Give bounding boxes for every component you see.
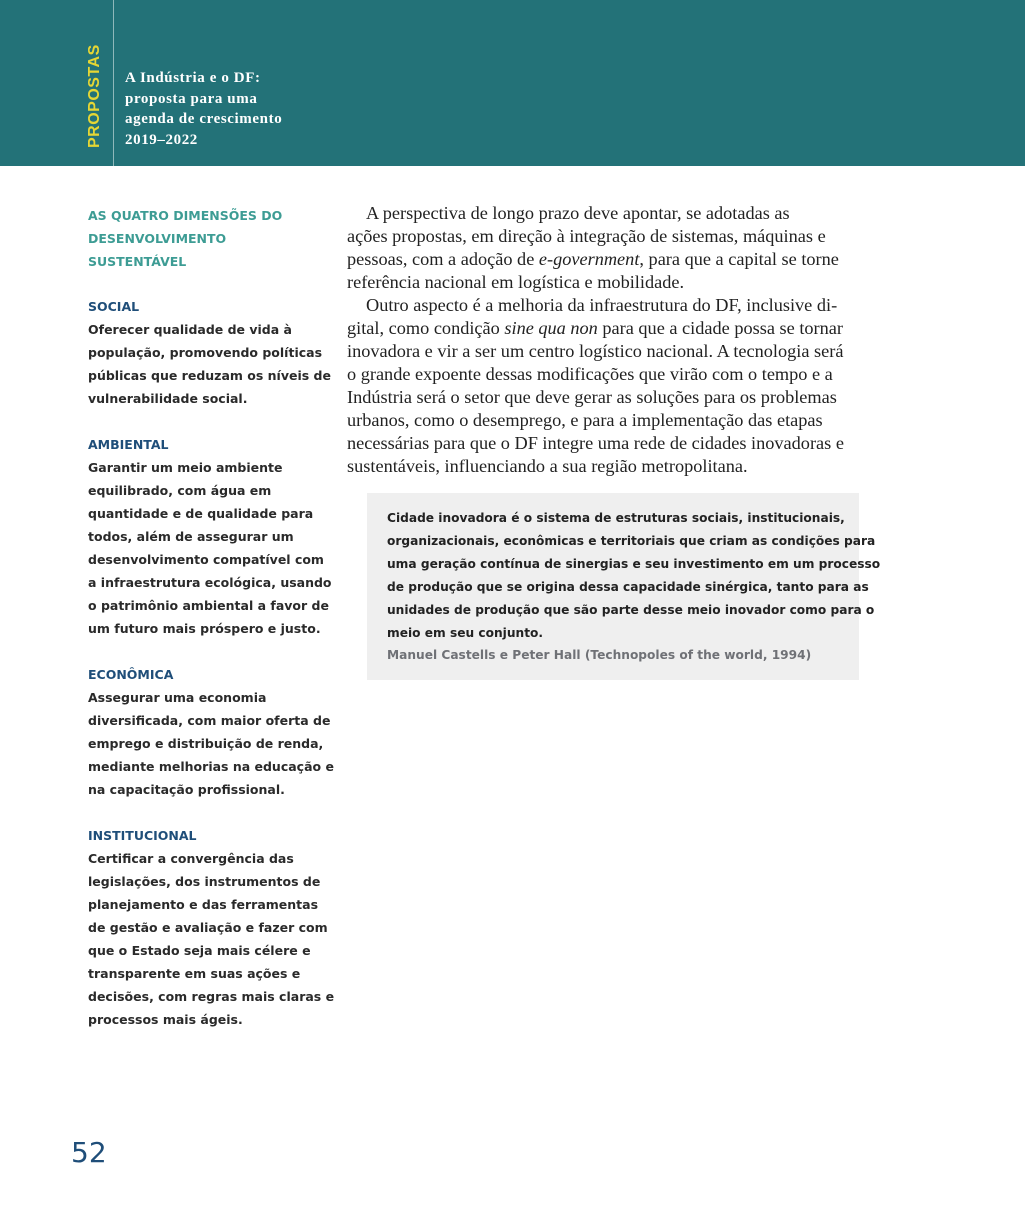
text-line: a infraestrutura ecológica, usando — [88, 575, 332, 590]
main-body-text — [347, 202, 857, 478]
quote-line: unidades de produção que são parte desse meio inovador como para o — [387, 603, 875, 617]
dimension-economica — [88, 663, 334, 801]
dimension-text — [88, 686, 334, 801]
text-line: Garantir um meio ambiente — [88, 460, 283, 475]
title-line: A Indústria e o DF: — [125, 70, 261, 86]
page-number: 52 — [71, 1136, 107, 1169]
text-line: transparente em suas ações e — [88, 966, 301, 981]
text-line: A perspectiva de longo prazo deve apontar, se adotadas as — [366, 203, 790, 223]
quote-text — [387, 507, 880, 645]
dimension-title: SOCIAL — [88, 299, 140, 314]
text-line: na capacitação profissional. — [88, 782, 285, 797]
sidebar-heading — [88, 204, 320, 273]
sidebar-heading-line: DESENVOLVIMENTO SUSTENTÁVEL — [88, 231, 227, 269]
text-line: sustentáveis, influenciando a sua região metropolitana. — [347, 456, 748, 476]
dimension-institucional — [88, 824, 335, 1031]
text-line: processos mais ágeis. — [88, 1012, 243, 1027]
paragraph-1 — [347, 202, 857, 294]
text-line: emprego e distribuição de renda, — [88, 736, 324, 751]
text-line: Certificar a convergência das — [88, 851, 294, 866]
text-line: o patrimônio ambiental a favor de — [88, 598, 329, 613]
title-line: 2019–2022 — [125, 131, 198, 148]
text-line: Assegurar uma economia — [88, 690, 267, 705]
sidebar-heading-line: AS QUATRO DIMENSÕES DO — [88, 208, 283, 223]
text-line: diversificada, com maior oferta de — [88, 713, 331, 728]
text-line: todos, além de assegurar um — [88, 529, 294, 544]
text-line: quantidade e de qualidade para — [88, 506, 314, 521]
dimension-ambiental — [88, 433, 332, 640]
text-line — [347, 317, 857, 340]
text-line: Oferecer qualidade de vida à — [88, 322, 292, 337]
text-line: que o Estado seja mais célere e — [88, 943, 311, 958]
text-line: Indústria será o setor que deve gerar as soluções para os problemas — [347, 387, 837, 407]
italic-term: e-government — [538, 249, 640, 269]
text-line: planejamento e das ferramentas — [88, 897, 319, 912]
quote-source: Manuel Castells e Peter Hall (Technopoles of the world, 1994) — [387, 648, 812, 662]
text-line: referência nacional em logística e mobilidade. — [347, 272, 685, 292]
header-band — [0, 0, 1025, 166]
dimension-title: ECONÔMICA — [88, 667, 174, 682]
dimension-title: INSTITUCIONAL — [88, 828, 197, 843]
dimension-text — [88, 456, 332, 640]
sidebar-dimensions — [88, 204, 335, 1054]
text-line: inovadora e vir a ser um centro logístico nacional. A tecnologia será — [347, 341, 844, 361]
dimension-social — [88, 295, 331, 410]
italic-term: sine qua non — [504, 318, 598, 338]
text-line: decisões, com regras mais claras e — [88, 989, 335, 1004]
text-fragment: para que a cidade possa se tornar — [597, 318, 843, 338]
text-line: equilibrado, com água em — [88, 483, 272, 498]
text-fragment: gital, como condição — [347, 318, 505, 338]
quote-line: de produção que se origina dessa capacidade sinérgica, tanto para as — [387, 580, 869, 594]
text-line: legislações, dos instrumentos de — [88, 874, 321, 889]
quote-line: Cidade inovadora é o sistema de estruturas sociais, institucionais, — [387, 511, 845, 525]
publication-title — [125, 68, 282, 150]
text-line: vulnerabilidade social. — [88, 391, 248, 406]
dimension-text — [88, 847, 335, 1031]
text-line: públicas que reduzam os níveis de — [88, 368, 331, 383]
quote-box — [367, 493, 881, 680]
text-fragment: pessoas, com a adoção de — [347, 249, 539, 269]
quote-line: uma geração contínua de sinergias e seu investimento em um processo — [387, 557, 881, 571]
quote-line: meio em seu conjunto. — [387, 626, 544, 640]
text-line: necessárias para que o DF integre uma rede de cidades inovadoras e — [347, 433, 844, 453]
text-line: de gestão e avaliação e fazer com — [88, 920, 328, 935]
text-line: o grande expoente dessas modificações que virão com o tempo e a — [347, 364, 833, 384]
text-line: Outro aspecto é a melhoria da infraestrutura do DF, inclusive di- — [366, 295, 838, 315]
text-fragment: , para que a capital se torne — [639, 249, 839, 269]
quote-line: organizacionais, econômicas e territoriais que criam as condições para — [387, 534, 876, 548]
text-line: mediante melhorias na educação e — [88, 759, 334, 774]
section-label: PROPOSTAS — [86, 44, 103, 148]
text-line: população, promovendo políticas — [88, 345, 323, 360]
text-line: desenvolvimento compatível com — [88, 552, 324, 567]
paragraph-2 — [347, 294, 857, 478]
title-line: agenda de crescimento — [125, 111, 283, 127]
dimension-text — [88, 318, 331, 410]
text-line — [347, 248, 857, 271]
dimension-title: AMBIENTAL — [88, 437, 169, 452]
text-line: um futuro mais próspero e justo. — [88, 621, 321, 636]
header-divider — [113, 0, 114, 166]
title-line: proposta para uma — [125, 90, 258, 107]
text-line: urbanos, como o desemprego, e para a implementação das etapas — [347, 410, 823, 430]
text-line: ações propostas, em direção à integração de sistemas, máquinas e — [347, 226, 826, 246]
